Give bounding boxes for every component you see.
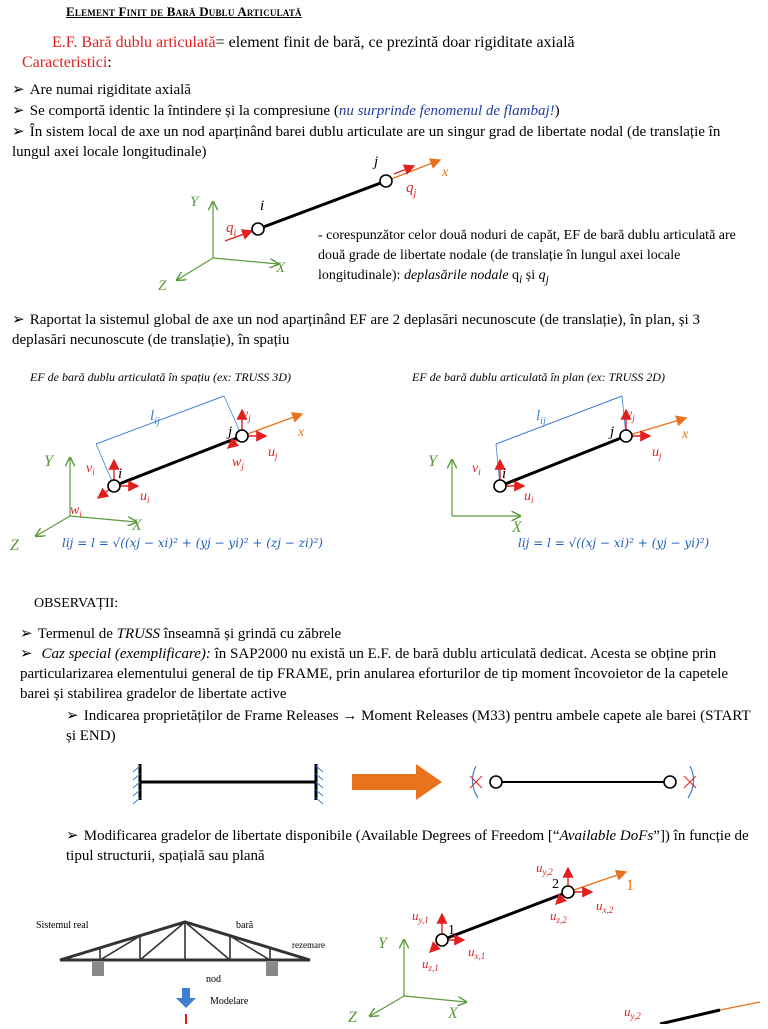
svg-text:ux,2: $u_{x,2}$ — [596, 898, 614, 915]
svg-text:Modelare: Modelare — [210, 996, 249, 1007]
svg-text:uz,1: $u_{z,1}$ — [422, 956, 439, 973]
axis-Y-label: Y — [190, 194, 199, 210]
slide-2 — [0, 576, 768, 1024]
svg-text:bară: bară — [236, 920, 254, 931]
bullet-3: ➢ În sistem local de axe un nod aparținând barei dublu articulate are un singur grad de libertate nodal (de translație în lungul axei locale longitudinale) — [12, 124, 721, 160]
svg-text:ui: $u_i$ — [140, 489, 150, 505]
svg-text:j: j — [610, 424, 615, 440]
arrow-bullet-icon: ➢ — [20, 626, 33, 642]
svg-text:uy,1: $u_{y,1}$ — [412, 908, 429, 925]
nodal-dof-text: - corespunzător celor două noduri de capăt, EF de bară dublu articulată are două grade de libertate nodale (de translație în lungul axei locale longitudinale): deplasările nodale $q_i$ și $q_j$ — [318, 228, 736, 286]
svg-text:X: X — [132, 517, 142, 534]
characteristics-label: Caracteristici: — [22, 54, 112, 71]
svg-text:vi: $v_i$ — [86, 461, 95, 477]
svg-text:X: X — [512, 519, 522, 536]
dof-diagram — [340, 856, 660, 1024]
qj-label: $q_j$ — [406, 180, 417, 199]
caption-3d: EF de bară dublu articulată în spațiu (ex: TRUSS 3D) — [30, 370, 291, 384]
formula-2d: lij = l = √((xj − xi)² + (yj − yi)²) — [518, 536, 710, 550]
node-j-label: j — [374, 154, 379, 170]
bullet-2: ➢ Se comportă identic la întindere și la compresiune (nu surprinde fenomenul de flambaj!) — [12, 103, 560, 119]
arrow-bullet-icon: ➢ — [12, 82, 25, 98]
obs-sub-bullet-1: ➢ Indicarea proprietăților de Frame Releases → Moment Releases (M33) pentru ambele capete ale barei (START și END) — [66, 708, 751, 744]
svg-text:Y: Y — [428, 453, 437, 470]
slide-title: Element Finit de Bară Dublu Articulată — [66, 4, 302, 19]
svg-text:rezemare: rezemare — [292, 940, 325, 950]
svg-text:uj: $u_j$ — [268, 445, 278, 461]
svg-text:ui: $u_i$ — [524, 489, 534, 505]
truss-3d-diagram — [6, 388, 366, 560]
intro-definition: = element finit de bară, ce prezintă doar rigiditate axială — [215, 34, 575, 51]
frame-release-diagram — [120, 756, 720, 816]
caption-2d: EF de bară dublu articulată în plan (ex: TRUSS 2D) — [412, 370, 665, 384]
dof-diagram-2-partial — [600, 1000, 768, 1024]
node-i-icon — [252, 223, 264, 235]
svg-text:Y: Y — [378, 935, 387, 952]
axis-X-label: X — [276, 260, 286, 276]
node-i-label: i — [260, 198, 265, 214]
svg-text:uj: $u_j$ — [652, 445, 662, 461]
axis-Z-label: Z — [158, 278, 167, 294]
svg-text:uz,2: $u_{z,2}$ — [550, 908, 567, 925]
arrow-bullet-icon: ➢ — [20, 646, 33, 662]
svg-text:wj: $w_j$ — [232, 455, 244, 471]
arrow-bullet-icon: ➢ — [66, 828, 79, 844]
svg-text:i: i — [502, 466, 507, 482]
truss-real-system-figure — [30, 912, 340, 1024]
svg-text:uy,2: $u_{y,2}$ — [536, 860, 553, 877]
svg-text:vj: $v_j$ — [626, 407, 635, 423]
svg-text:x: x — [298, 425, 305, 440]
arrow-bullet-icon: ➢ — [12, 103, 25, 119]
svg-text:Z: Z — [348, 1009, 357, 1024]
node-j-icon — [380, 175, 392, 187]
intro-term: E.F. Bară dublu articulată — [52, 34, 216, 51]
svg-text:lij: $l_{ij}$ — [150, 408, 160, 427]
arrow-bullet-icon: ➢ — [12, 124, 25, 140]
svg-text:wi: $w_i$ — [70, 503, 82, 519]
formula-3d: lij = l = √((xj − xi)² + (yj − yi)² + (zj − zi)²) — [62, 536, 323, 550]
obs-sub-bullet-2: ➢ Modificarea gradelor de libertate disponibile (Available Degrees of Freedom [“Available DoFs”]) în funcție de tipul structurii, spațială sau plană — [66, 828, 749, 864]
observations-title: OBSERVAȚII: — [34, 596, 119, 611]
svg-text:1: 1 — [448, 923, 455, 938]
svg-text:Y: Y — [44, 453, 53, 470]
svg-text:uy,2: $u_{y,2}$ — [624, 1004, 641, 1021]
down-arrow-icon — [176, 988, 196, 1008]
obs-bullet-1: ➢ Termenul de TRUSS înseamnă și grindă cu zăbrele — [20, 626, 342, 642]
bullet-4: ➢ Raportat la sistemul global de axe un nod aparținând EF are 2 deplasări necunoscute (de translație), în plan, și 3 deplasări necunoscute (de translație), în spațiu — [12, 312, 700, 348]
svg-text:i: i — [118, 466, 123, 482]
svg-text:j: j — [228, 424, 233, 440]
truss-2d-diagram — [420, 388, 740, 538]
svg-text:ux,1: $u_{x,1}$ — [468, 944, 486, 961]
obs-bullet-2: ➢ Caz special (exemplificare): în SAP2000 nu există un E.F. de bară dublu articulată dedicat. Acesta se obține prin particularizarea elementului general de tip FRAME, prin anularea eforturilor de tip moment încovoietor de la capetele barei și stabilirea gradelor de libertate active — [20, 646, 729, 702]
arrow-bullet-icon: ➢ — [66, 708, 79, 724]
bullet-1: ➢ Are numai rigiditate axială — [12, 82, 191, 98]
intro-line — [52, 34, 575, 52]
svg-text:lij: $l_{ij}$ — [536, 408, 546, 427]
svg-text:2: 2 — [552, 877, 559, 892]
qi-label: $q_i$ — [226, 220, 237, 239]
svg-text:Sistemul real: Sistemul real — [36, 920, 89, 931]
arrow-bullet-icon: ➢ — [12, 312, 25, 328]
svg-text:x: x — [682, 427, 689, 442]
svg-text:Z: Z — [10, 537, 19, 554]
svg-text:nod: nod — [206, 974, 221, 985]
orange-arrow-icon — [352, 764, 442, 800]
svg-text:X: X — [448, 1005, 458, 1022]
svg-text:1: 1 — [626, 877, 634, 894]
svg-text:vi: $v_i$ — [472, 461, 481, 477]
local-x-label: x — [442, 165, 449, 180]
svg-text:vj: $v_j$ — [242, 407, 251, 423]
